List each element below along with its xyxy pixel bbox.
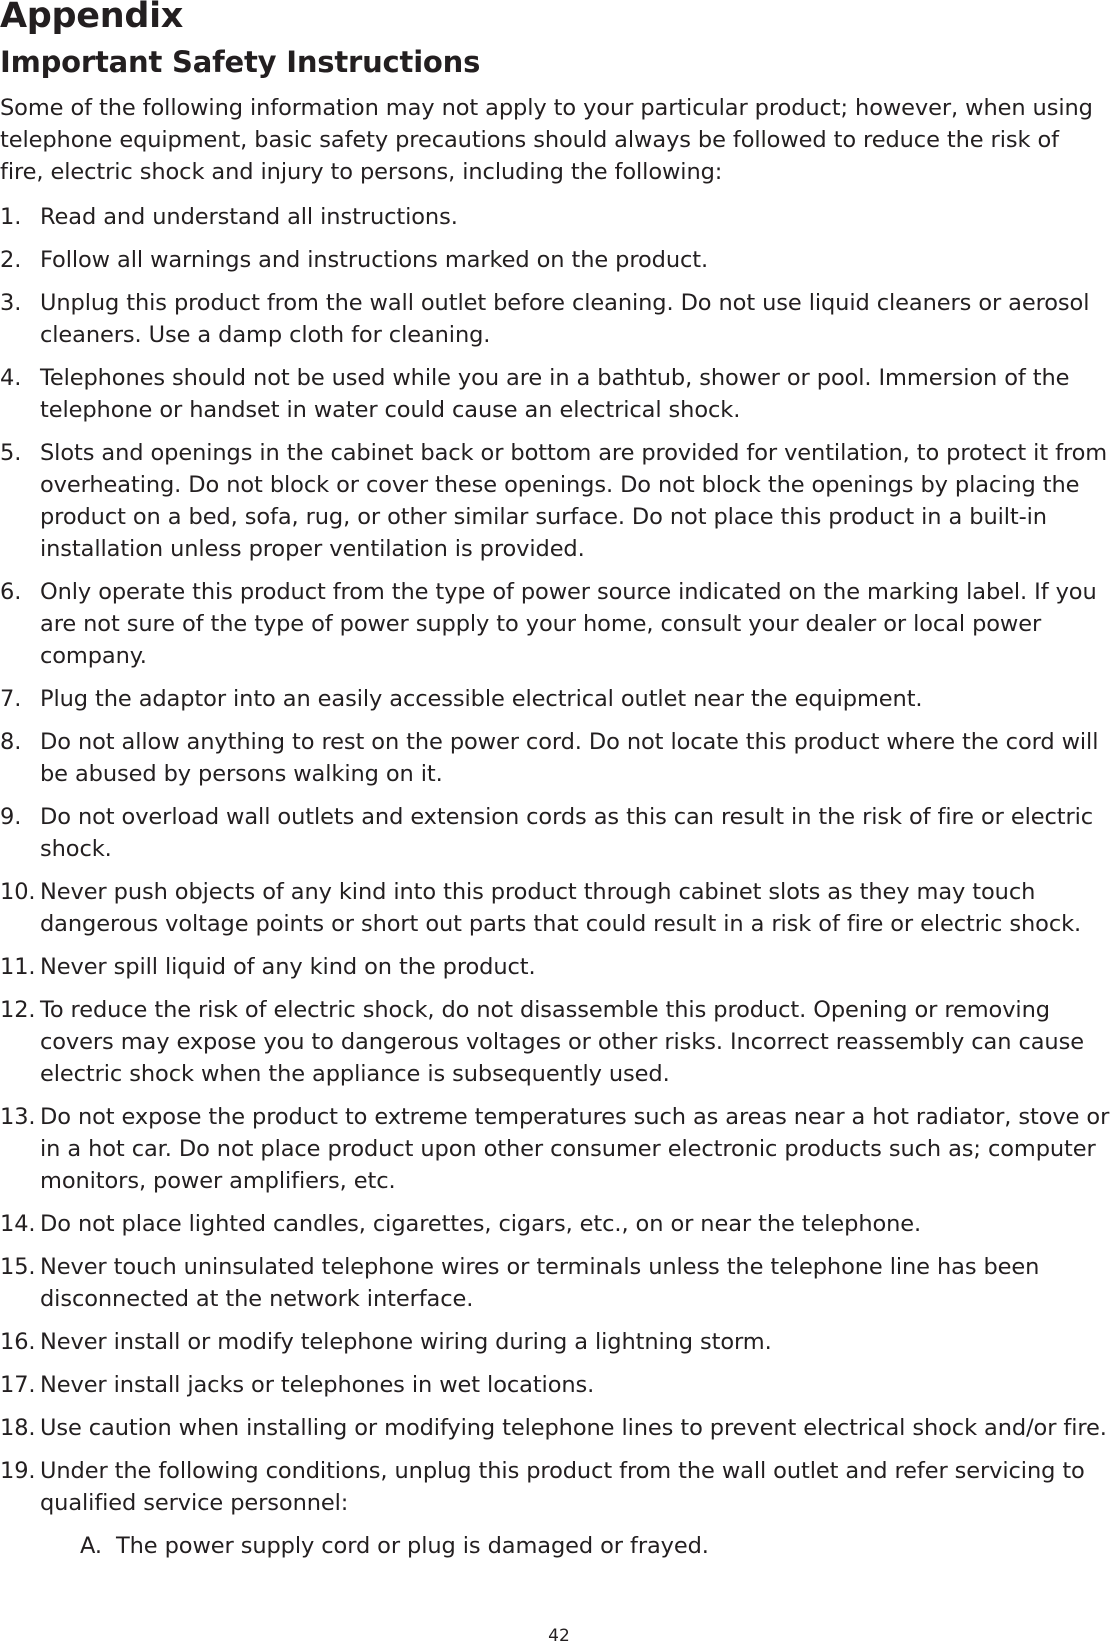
item-text: Follow all warnings and instructions marked on the product.: [40, 247, 709, 273]
instruction-item: [0, 1251, 1114, 1315]
page-number: 42: [548, 1626, 570, 1646]
instruction-item: [0, 287, 1114, 351]
item-number: 11.: [0, 954, 36, 980]
item-text: Do not allow anything to rest on the power cord. Do not locate this product where the cord will be abused by persons walking on it.: [40, 729, 1099, 787]
item-number: 2.: [0, 247, 22, 273]
section-title: Appendix: [0, 0, 184, 36]
instruction-item: [0, 683, 1114, 715]
item-number: 6.: [0, 579, 22, 605]
item-text: Plug the adaptor into an easily accessible electrical outlet near the equipment.: [40, 686, 923, 712]
page-heading: Important Safety Instructions: [0, 45, 481, 79]
instruction-item: [0, 1101, 1114, 1197]
instruction-item: [0, 726, 1114, 790]
item-number: 19.: [0, 1458, 36, 1484]
item-number: 3.: [0, 290, 22, 316]
item-text: Do not expose the product to extreme temperatures such as areas near a hot radiator, stove or in a hot car. Do not place product upon other consumer electronic products such as; computer monitors, power amplifiers, etc.: [40, 1104, 1110, 1194]
instruction-item: [0, 244, 1114, 276]
item-text: Never spill liquid of any kind on the product.: [40, 954, 536, 980]
instruction-item: [0, 1412, 1114, 1444]
item-number: 15.: [0, 1254, 36, 1280]
instruction-item: [0, 1208, 1114, 1240]
item-text: Use caution when installing or modifying telephone lines to prevent electrical shock and/or fire.: [40, 1415, 1107, 1441]
instruction-item: [0, 1369, 1114, 1401]
item-text: Never push objects of any kind into this product through cabinet slots as they may touch dangerous voltage points or short out parts that could result in a risk of fire or electric shock.: [40, 879, 1082, 937]
item-text: Under the following conditions, unplug this product from the wall outlet and refer servicing to qualified service personnel:: [40, 1458, 1085, 1516]
item-number: 9.: [0, 804, 22, 830]
intro-paragraph: Some of the following information may not apply to your particular product; however, when using telephone equipment, basic safety precautions should always be followed to reduce the risk of fire, electric shock and injury to persons, including the following:: [0, 95, 1093, 185]
item-text: Read and understand all instructions.: [40, 204, 458, 230]
item-number: 16.: [0, 1329, 36, 1355]
item-text: Never install jacks or telephones in wet locations.: [40, 1372, 595, 1398]
instruction-item: [0, 576, 1114, 672]
item-number: 12.: [0, 997, 36, 1023]
instruction-sub-item: [40, 1530, 1114, 1562]
safety-instructions-list: [0, 201, 1114, 1573]
instruction-item: [0, 362, 1114, 426]
instruction-item: [0, 994, 1114, 1090]
item-number: 8.: [0, 729, 22, 755]
item-text: To reduce the risk of electric shock, do not disassemble this product. Opening or removing covers may expose you to dangerous voltages or other risks. Incorrect reassembly can cause electric shock when the appliance is subsequently used.: [40, 997, 1084, 1087]
item-number: 10.: [0, 879, 36, 905]
item-number: 1.: [0, 204, 22, 230]
item-text: Do not overload wall outlets and extension cords as this can result in the risk of fire or electric shock.: [40, 804, 1094, 862]
instruction-item: [0, 1326, 1114, 1358]
item-text: Never touch uninsulated telephone wires or terminals unless the telephone line has been disconnected at the network interface.: [40, 1254, 1040, 1312]
item-number: 14.: [0, 1211, 36, 1237]
instruction-item: [0, 437, 1114, 565]
item-text: Slots and openings in the cabinet back or bottom are provided for ventilation, to protect it from overheating. Do not block or cover these openings. Do not block the openings by placing the product on a bed, sofa, rug, or other similar surface. Do not place this product in a built-in installation unless proper ventilation is provided.: [40, 440, 1108, 562]
item-text: Telephones should not be used while you are in a bathtub, shower or pool. Immersion of the telephone or handset in water could cause an electrical shock.: [40, 365, 1070, 423]
item-number: 4.: [0, 365, 22, 391]
instruction-item: [0, 876, 1114, 940]
instruction-item: [0, 201, 1114, 233]
item-number: 18.: [0, 1415, 36, 1441]
instruction-item: [0, 1455, 1114, 1562]
item-number: 5.: [0, 440, 22, 466]
item-text: Never install or modify telephone wiring during a lightning storm.: [40, 1329, 772, 1355]
sub-item-label: A.: [80, 1533, 102, 1559]
item-text: Unplug this product from the wall outlet before cleaning. Do not use liquid cleaners or aerosol cleaners. Use a damp cloth for cleaning.: [40, 290, 1090, 348]
item-number: 13.: [0, 1104, 36, 1130]
item-number: 7.: [0, 686, 22, 712]
item-number: 17.: [0, 1372, 36, 1398]
instruction-item: [0, 951, 1114, 983]
item-text: Do not place lighted candles, cigarettes, cigars, etc., on or near the telephone.: [40, 1211, 922, 1237]
item-text: Only operate this product from the type of power source indicated on the marking label. If you are not sure of the type of power supply to your home, consult your dealer or local power company.: [40, 579, 1097, 669]
sub-item-text: The power supply cord or plug is damaged or frayed.: [116, 1533, 709, 1559]
instruction-item: [0, 801, 1114, 865]
